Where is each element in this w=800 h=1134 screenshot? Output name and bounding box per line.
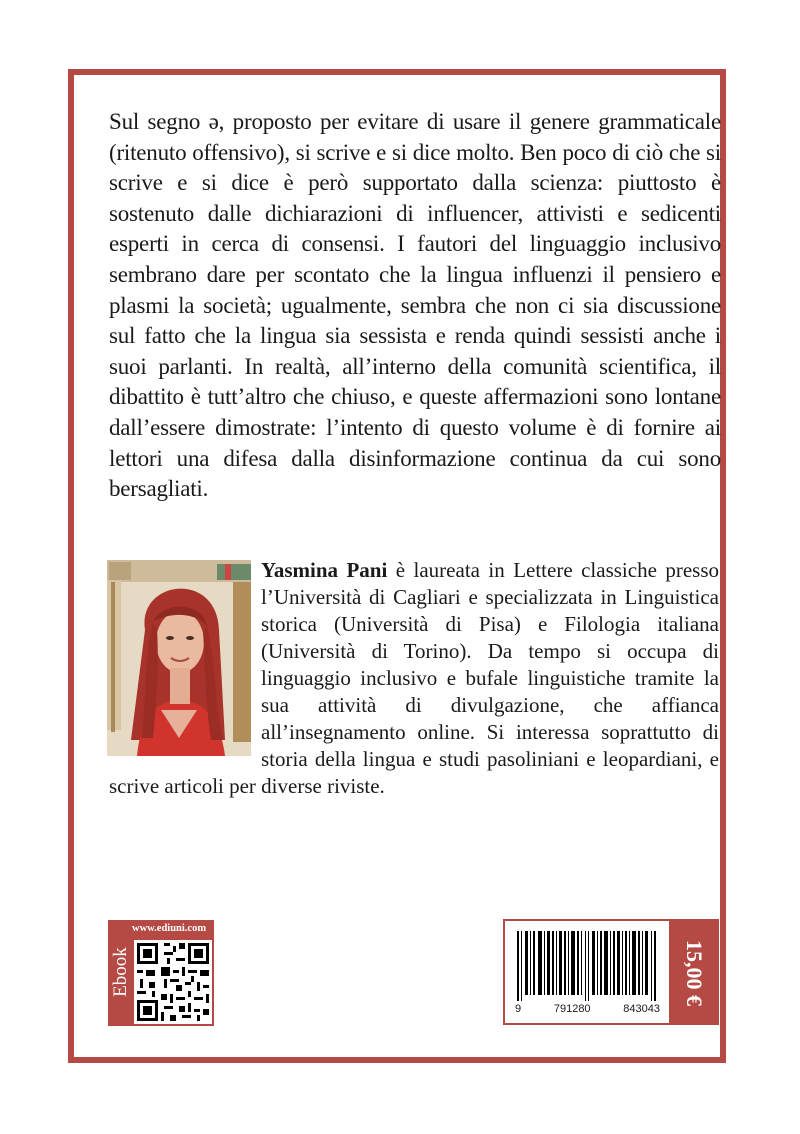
- ebook-url[interactable]: www.ediuni.com: [132, 923, 207, 934]
- price-strip: [669, 921, 717, 1023]
- ebook-label: Ebook: [110, 947, 131, 997]
- isbn-digit-group: 791280: [553, 1003, 591, 1015]
- price-label: 15,00 €: [682, 940, 707, 1006]
- isbn-digit-group: 843043: [623, 1003, 660, 1015]
- qr-code-icon[interactable]: [134, 940, 212, 1024]
- author-bio: [109, 557, 719, 800]
- barcode-icon: [515, 931, 660, 1001]
- author-name: Yasmina Pani: [261, 558, 388, 582]
- isbn-digit-group: 9: [515, 1003, 522, 1015]
- barcode-price-box: [503, 919, 719, 1025]
- back-cover-blurb: Sul segno ə, proposto per evitare di usare il genere grammaticale (ritenuto offensivo), si scrive e si dice molto. Ben poco di ciò che si scrive e si dice è però supportato dalla scienza: piuttosto è sostenuto dalle dichiarazioni di influencer, attivisti e sedicenti esperti in cerca di consensi. I fautori del linguaggio inclusivo sembrano dare per scontato che la lingua influenzi il pensiero e plasmi la società; ugualmente, sembra che non ci sia discussione sul fatto che la lingua sia sessista e renda quindi sessisti anche i suoi parlanti. In realtà, all’interno della comunità scientifica, il dibattito è tutt’altro che chiuso, e queste affermazioni sono lontane dall’essere dimostrate: l’intento di questo volume è di fornire ai lettori una difesa dalla disinformazione continua da cui sono bersagliati.: [109, 109, 721, 502]
- photo-spacer: [109, 557, 261, 757]
- author-bio-text: è laureata in Lettere classiche presso l’Università di Cagliari e specializzata in Linguistica storica (Università di Pisa) e Filologia italiana (Università di Torino). Da tempo si occupa di linguaggio inclusivo e bufale linguistiche tramite la sua attività di divulgazione, che affianca all’insegnamento online. Si interessa soprattutto di storia della lingua e studi pasoliniani e leopardiani, e scrive articoli per diverse riviste.: [109, 558, 719, 798]
- isbn-digits: [515, 1003, 660, 1015]
- ebook-badge: [108, 920, 214, 1026]
